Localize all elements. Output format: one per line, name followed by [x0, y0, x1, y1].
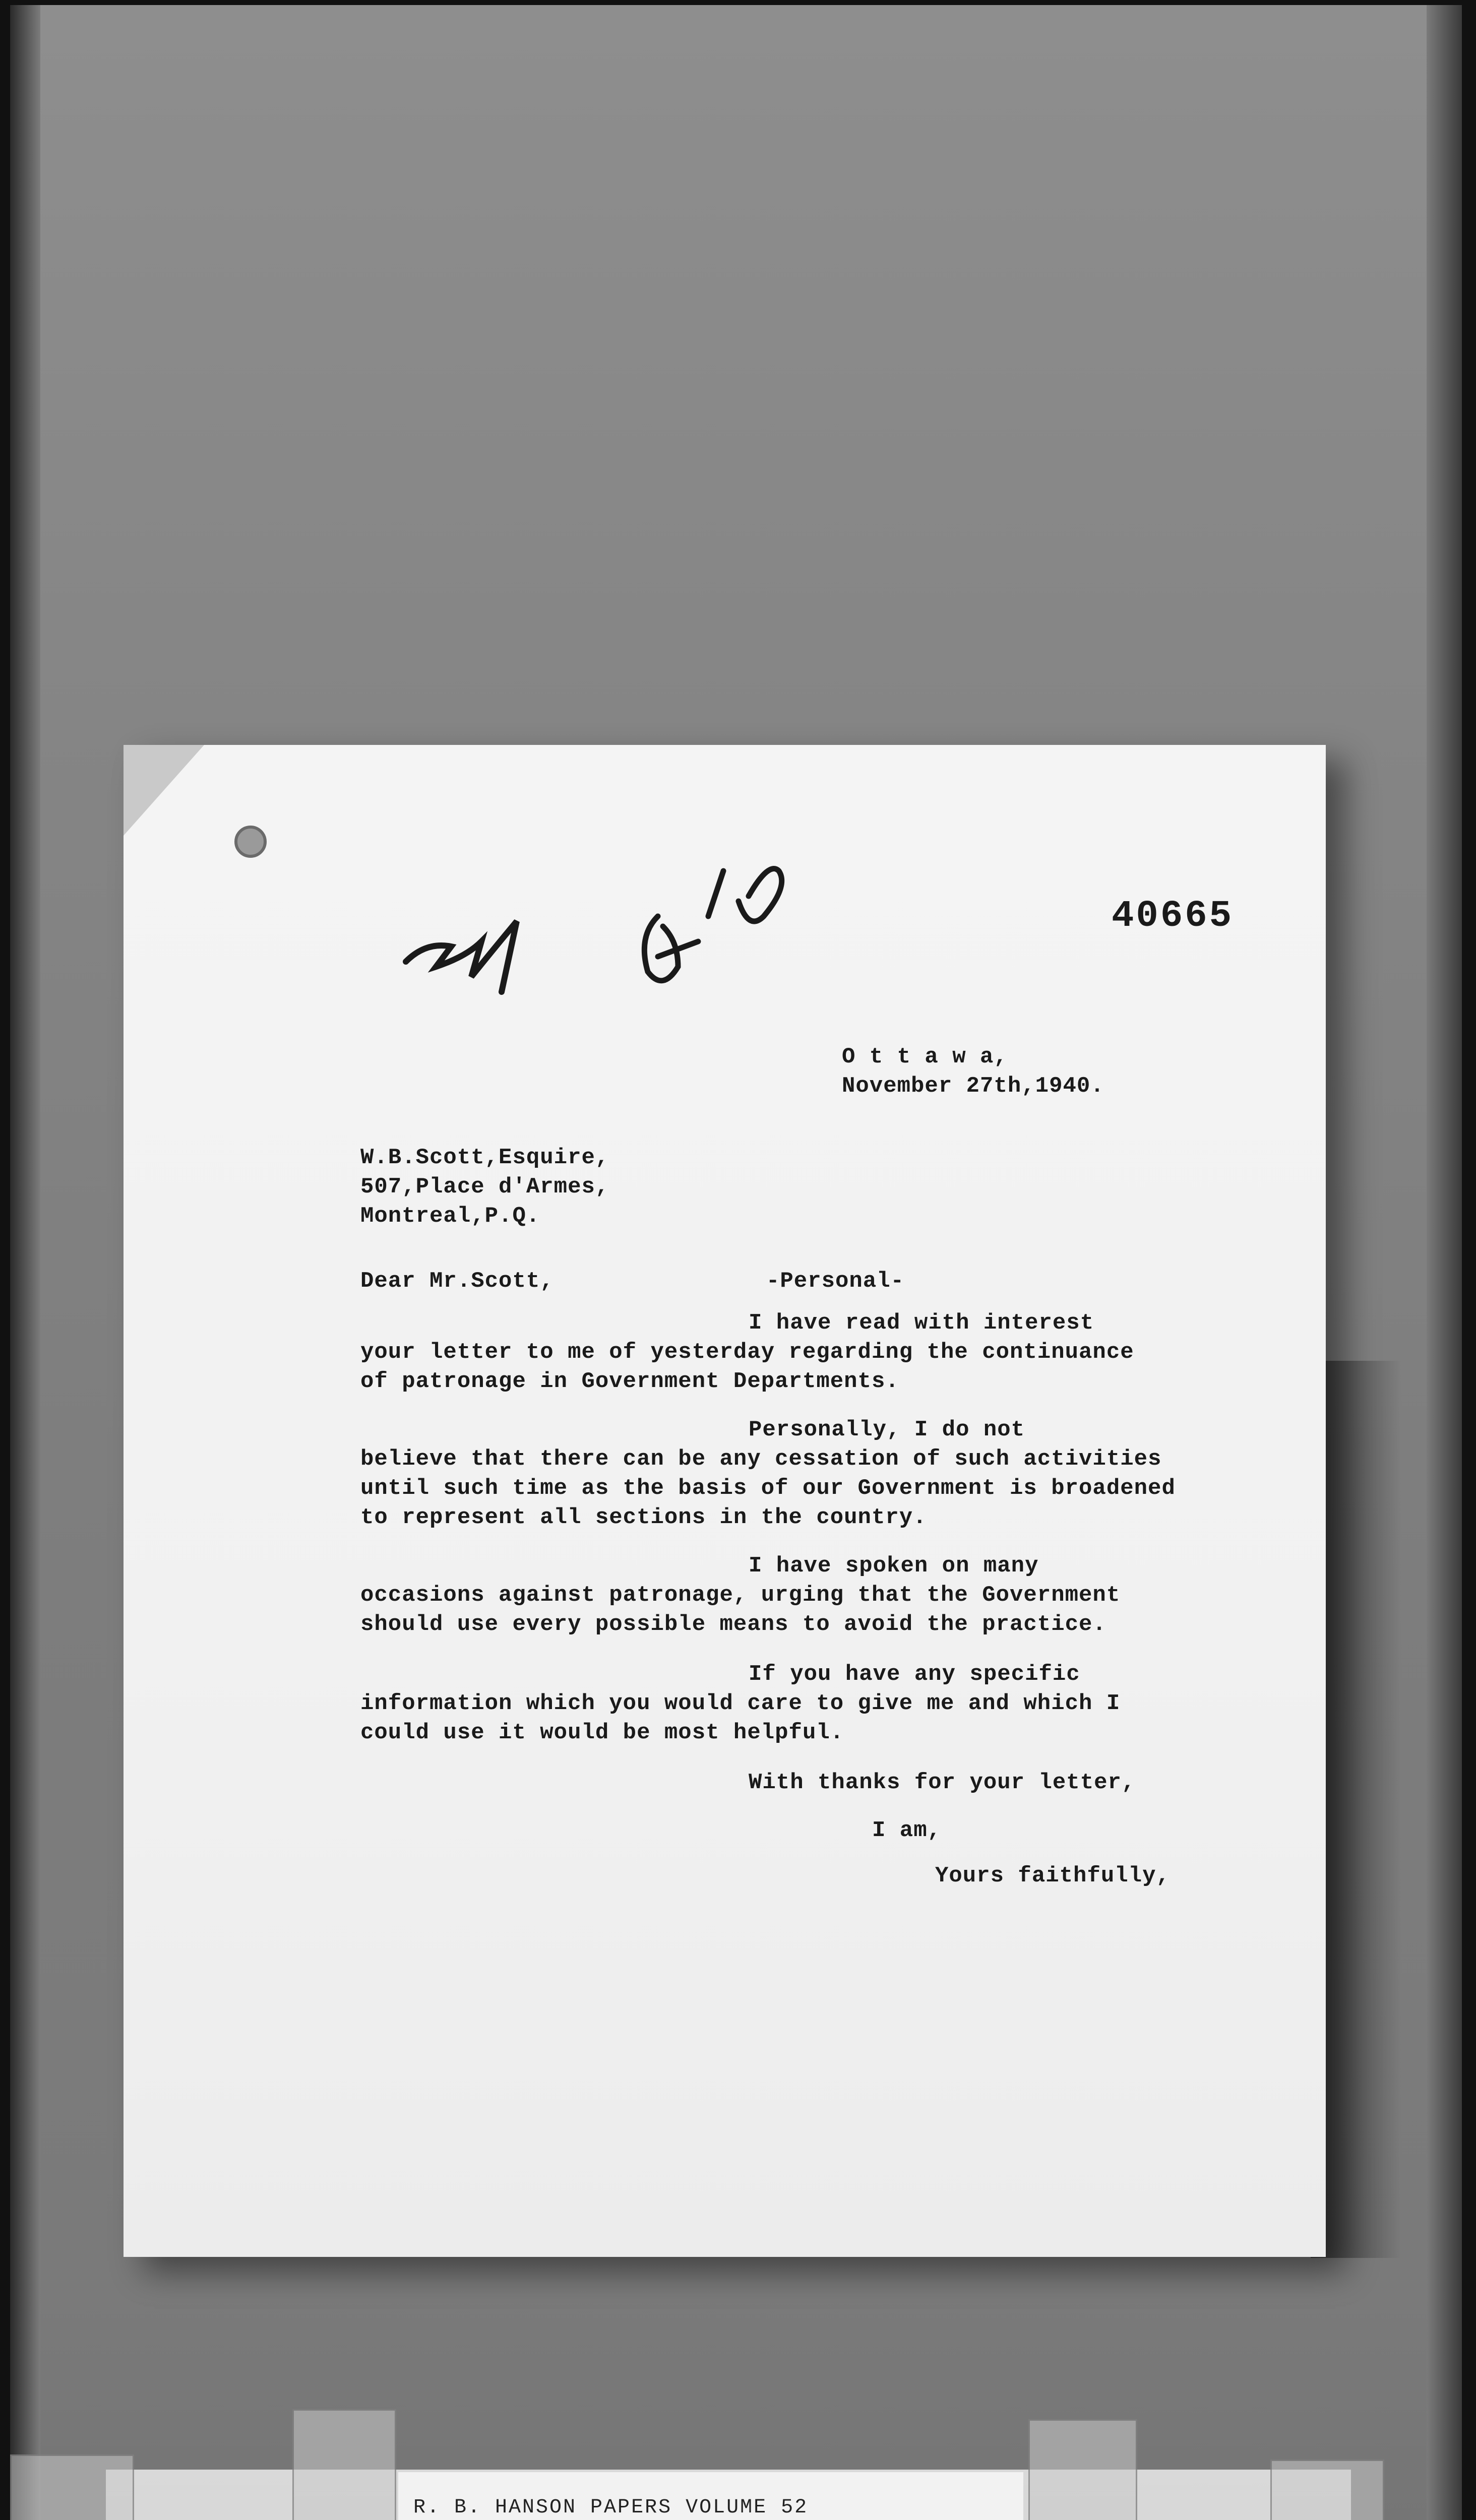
handwriting-drawing: [396, 841, 849, 1022]
paragraph-1-line-1: I have read with interest: [749, 1310, 1094, 1336]
handwritten-annotation: [396, 841, 849, 1022]
recipient-name: W.B.Scott,Esquire,: [360, 1145, 609, 1170]
letter-place: O t t a w a,: [842, 1044, 1008, 1069]
letter-page: [124, 745, 1326, 2257]
signoff: Yours faithfully,: [935, 1863, 1170, 1888]
paragraph-4-line-3: could use it would be most helpful.: [360, 1720, 844, 1745]
paragraph-3-line-3: should use every possible means to avoid the practice.: [360, 1612, 1106, 1637]
punch-hole: [234, 826, 267, 858]
document-number: 40665: [1112, 895, 1234, 937]
recipient-street: 507,Place d'Armes,: [360, 1174, 609, 1200]
paragraph-2-line-2: believe that there can be any cessation of such activities: [360, 1446, 1162, 1472]
paragraph-2-line-1: Personally, I do not: [749, 1417, 1025, 1442]
salutation: Dear Mr.Scott,: [360, 1269, 554, 1294]
mounting-clip-right: [1028, 2419, 1137, 2520]
paragraph-1-line-3: of patronage in Government Departments.: [360, 1369, 899, 1394]
paragraph-2-line-3: until such time as the basis of our Government is broadened: [360, 1476, 1176, 1501]
letter-date: November 27th,1940.: [842, 1074, 1104, 1099]
mounting-tape-left: [10, 2454, 134, 2520]
mount-right-edge: [1427, 5, 1462, 2520]
closing-i-am: I am,: [872, 1818, 942, 1843]
paragraph-2-line-4: to represent all sections in the country.: [360, 1505, 927, 1530]
paragraph-4-line-1: If you have any specific: [749, 1662, 1080, 1687]
paragraph-3-line-1: I have spoken on many: [749, 1553, 1039, 1579]
recipient-city: Montreal,P.Q.: [360, 1204, 540, 1229]
mounting-clip-left: [292, 2409, 396, 2520]
personal-marking: -Personal-: [766, 1269, 905, 1294]
paragraph-3-line-2: occasions against patronage, urging that the Government: [360, 1583, 1121, 1608]
mounting-tape-right: [1270, 2460, 1384, 2520]
closing-thanks: With thanks for your letter,: [749, 1770, 1136, 1795]
volume-text: R. B. HANSON PAPERS VOLUME 52: [413, 2496, 809, 2519]
paragraph-1-line-2: your letter to me of yesterday regarding the continuance: [360, 1340, 1134, 1365]
mount-left-edge: [10, 5, 40, 2520]
folded-corner: [124, 745, 204, 836]
volume-label: [398, 2472, 1023, 2520]
paragraph-4-line-2: information which you would care to give me and which I: [360, 1691, 1121, 1716]
